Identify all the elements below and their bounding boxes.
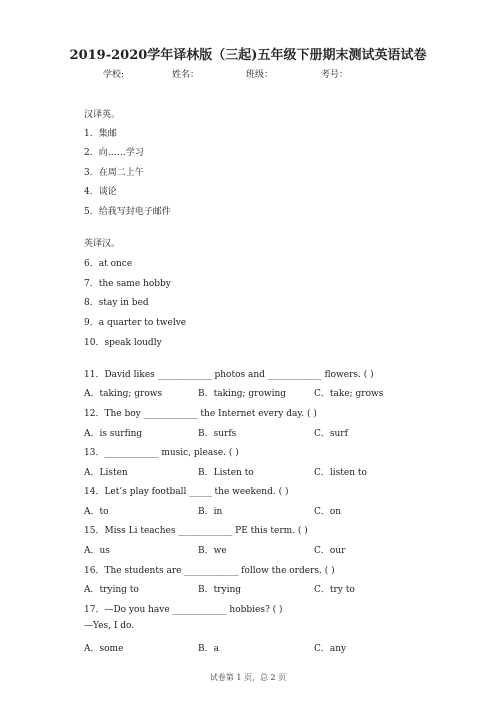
option-b[interactable]: B．surfs — [198, 429, 237, 439]
list-item: 1．集邮 — [84, 129, 117, 139]
class-field: 班级： — [246, 70, 274, 80]
list-item: 7．the same hobby — [84, 279, 171, 289]
exam-number-field: 考号： — [321, 70, 349, 80]
section-heading-chinese-to-english: 汉译英。 — [84, 110, 121, 120]
option-a[interactable]: A．trying to — [84, 585, 139, 595]
question-stem: 16．The students are ____________ follow the orders. ( ) — [84, 566, 335, 576]
question-stem: 17．—Do you have ____________ hobbies? ( ) — [84, 605, 283, 615]
list-item: 8．stay in bed — [84, 298, 149, 308]
option-c[interactable]: C．our — [314, 546, 346, 556]
option-b[interactable]: B．Listen to — [198, 468, 254, 478]
question-stem: 15．Miss Li teaches ____________ PE this term. ( ) — [84, 526, 308, 536]
option-a[interactable]: A．Listen — [84, 468, 128, 478]
option-b[interactable]: B．taking; growing — [198, 389, 287, 399]
question-reply: —Yes, I do. — [84, 621, 135, 631]
question-stem: 13．____________ music, please. ( ) — [84, 448, 239, 458]
list-item: 10．speak loudly — [84, 338, 162, 348]
option-a[interactable]: A．us — [84, 546, 110, 556]
option-a[interactable]: A．some — [84, 644, 124, 654]
page-footer: 试卷第 1 页，总 2 页 — [209, 673, 287, 682]
list-item: 6．at once — [84, 259, 133, 269]
option-a[interactable]: A．taking; grows — [84, 389, 163, 399]
section-heading-english-to-chinese: 英译汉。 — [84, 239, 121, 249]
option-c[interactable]: C．take; grows — [314, 389, 384, 399]
option-b[interactable]: B．a — [198, 644, 219, 654]
question-stem: 12．The boy ____________ the Internet every day. ( ) — [84, 409, 317, 419]
list-item: 9．a quarter to twelve — [84, 318, 187, 328]
option-c[interactable]: C．on — [314, 507, 342, 517]
option-b[interactable]: B．we — [198, 546, 227, 556]
option-b[interactable]: B．trying — [198, 585, 242, 595]
option-c[interactable]: C．try to — [314, 585, 355, 595]
list-item: 3．在周二上午 — [84, 168, 144, 178]
option-c[interactable]: C．listen to — [314, 468, 367, 478]
page-title: 2019-2020学年译林版（三起)五年级下册期末测试英语试卷 — [69, 48, 427, 63]
option-b[interactable]: B．in — [198, 507, 223, 517]
school-field: 学校: — [103, 70, 125, 80]
student-info-row — [103, 67, 348, 80]
name-field: 姓名： — [172, 70, 200, 80]
option-a[interactable]: A．to — [84, 507, 109, 517]
list-item: 4．谈论 — [84, 187, 117, 197]
question-stem: 14．Let’s play football _____ the weekend. ( ) — [84, 487, 289, 497]
question-stem: 11．David likes ____________ photos and ____________ flowers. ( ) — [84, 370, 374, 380]
list-item: 5．给我写封电子邮件 — [84, 207, 171, 217]
option-c[interactable]: C．surf — [314, 429, 348, 439]
option-a[interactable]: A．is surfing — [84, 429, 143, 439]
list-item: 2．向……学习 — [84, 148, 144, 158]
option-c[interactable]: C．any — [314, 644, 347, 654]
